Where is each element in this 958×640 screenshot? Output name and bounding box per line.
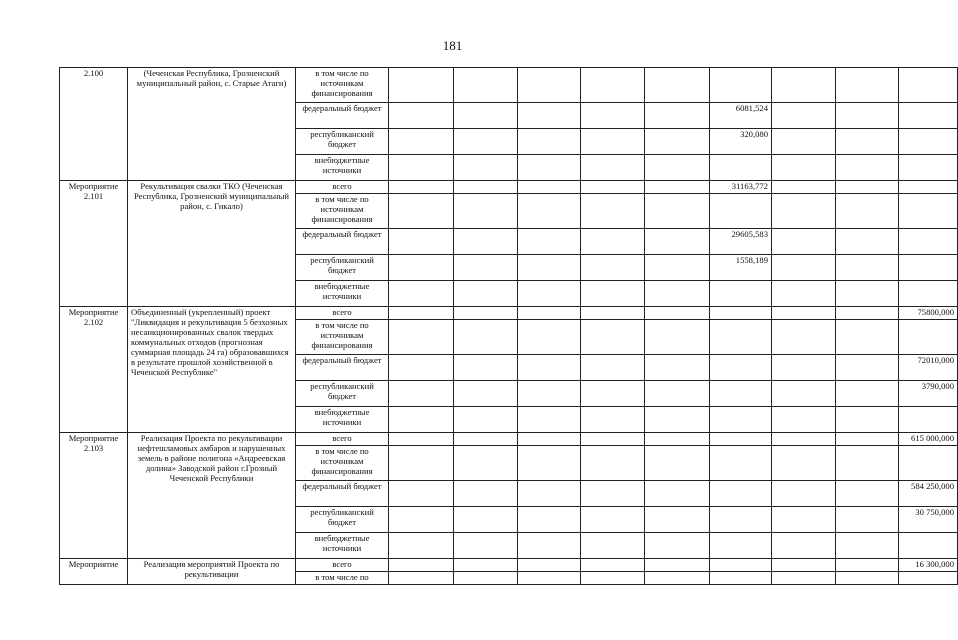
empty-cell xyxy=(518,129,581,155)
empty-cell xyxy=(454,281,518,307)
empty-cell xyxy=(581,155,645,181)
value-cell xyxy=(899,446,958,481)
empty-cell xyxy=(645,381,710,407)
empty-cell xyxy=(581,481,645,507)
empty-cell xyxy=(518,533,581,559)
empty-cell xyxy=(581,559,645,572)
funding-source: в том числе по источникам финансирования xyxy=(296,320,389,355)
table-row xyxy=(60,433,958,446)
value-cell xyxy=(710,155,772,181)
table-row xyxy=(60,181,958,194)
empty-cell xyxy=(454,229,518,255)
empty-cell xyxy=(454,307,518,320)
empty-cell xyxy=(389,320,454,355)
empty-cell xyxy=(772,433,836,446)
value-cell: 16 300,000 xyxy=(899,559,958,572)
table-row xyxy=(60,68,958,103)
empty-cell xyxy=(581,281,645,307)
measure-name: Реализация мероприятий Проекта по рекультивации xyxy=(128,559,296,585)
budget-table xyxy=(59,67,958,585)
empty-cell xyxy=(772,281,836,307)
measure-id: Мероприятие 2.103 xyxy=(60,433,128,559)
value-cell: 72010,000 xyxy=(899,355,958,381)
empty-cell xyxy=(645,129,710,155)
empty-cell xyxy=(389,281,454,307)
empty-cell xyxy=(389,446,454,481)
empty-cell xyxy=(772,446,836,481)
empty-cell xyxy=(518,381,581,407)
table-row xyxy=(60,307,958,320)
value-cell xyxy=(710,407,772,433)
empty-cell xyxy=(772,533,836,559)
empty-cell xyxy=(836,255,899,281)
empty-cell xyxy=(581,255,645,281)
empty-cell xyxy=(454,129,518,155)
funding-source: федеральный бюджет xyxy=(296,103,389,129)
empty-cell xyxy=(836,572,899,585)
value-cell xyxy=(710,507,772,533)
empty-cell xyxy=(772,103,836,129)
empty-cell xyxy=(772,155,836,181)
empty-cell xyxy=(581,433,645,446)
empty-cell xyxy=(645,155,710,181)
funding-source: в том числе по источникам финансирования xyxy=(296,446,389,481)
measure-name: Рекультивация свалки ТКО (Чеченская Республика, Грозненский муниципальный район, с. Гикало) xyxy=(128,181,296,307)
empty-cell xyxy=(389,355,454,381)
funding-source: всего xyxy=(296,433,389,446)
empty-cell xyxy=(454,255,518,281)
value-cell: 29605,583 xyxy=(710,229,772,255)
empty-cell xyxy=(772,381,836,407)
empty-cell xyxy=(581,355,645,381)
empty-cell xyxy=(454,355,518,381)
value-cell xyxy=(899,103,958,129)
empty-cell xyxy=(836,281,899,307)
value-cell xyxy=(899,129,958,155)
empty-cell xyxy=(772,481,836,507)
empty-cell xyxy=(389,181,454,194)
empty-cell xyxy=(645,559,710,572)
value-cell xyxy=(899,255,958,281)
value-cell: 1558,189 xyxy=(710,255,772,281)
funding-source: в том числе по источникам финансирования xyxy=(296,68,389,103)
funding-source: федеральный бюджет xyxy=(296,355,389,381)
empty-cell xyxy=(836,381,899,407)
empty-cell xyxy=(518,481,581,507)
page-number: 181 xyxy=(442,38,463,53)
empty-cell xyxy=(454,507,518,533)
value-cell: 6081,524 xyxy=(710,103,772,129)
empty-cell xyxy=(518,507,581,533)
value-cell xyxy=(899,181,958,194)
empty-cell xyxy=(454,181,518,194)
empty-cell xyxy=(518,281,581,307)
value-cell xyxy=(899,533,958,559)
empty-cell xyxy=(518,572,581,585)
empty-cell xyxy=(389,481,454,507)
empty-cell xyxy=(518,194,581,229)
empty-cell xyxy=(454,433,518,446)
empty-cell xyxy=(389,433,454,446)
empty-cell xyxy=(645,481,710,507)
funding-source: всего xyxy=(296,559,389,572)
measure-name: Реализация Проекта по рекультивации нефтешламовых амбаров и нарушенных земель в районе полигона «Андреевская долина» Заводской район г.Грозный Чеченской Республики xyxy=(128,433,296,559)
empty-cell xyxy=(836,129,899,155)
funding-source: федеральный бюджет xyxy=(296,481,389,507)
empty-cell xyxy=(389,68,454,103)
empty-cell xyxy=(389,194,454,229)
empty-cell xyxy=(645,507,710,533)
funding-source: республиканский бюджет xyxy=(296,507,389,533)
value-cell xyxy=(899,229,958,255)
empty-cell xyxy=(389,255,454,281)
empty-cell xyxy=(645,307,710,320)
empty-cell xyxy=(645,533,710,559)
value-cell xyxy=(899,68,958,103)
empty-cell xyxy=(454,103,518,129)
empty-cell xyxy=(518,155,581,181)
empty-cell xyxy=(836,229,899,255)
value-cell xyxy=(710,433,772,446)
funding-source: всего xyxy=(296,181,389,194)
value-cell xyxy=(710,320,772,355)
empty-cell xyxy=(645,68,710,103)
empty-cell xyxy=(645,320,710,355)
funding-source: республиканский бюджет xyxy=(296,381,389,407)
empty-cell xyxy=(581,129,645,155)
empty-cell xyxy=(518,559,581,572)
empty-cell xyxy=(454,381,518,407)
value-cell xyxy=(899,407,958,433)
empty-cell xyxy=(772,407,836,433)
funding-source: в том числе по xyxy=(296,572,389,585)
value-cell xyxy=(710,572,772,585)
empty-cell xyxy=(518,307,581,320)
value-cell xyxy=(710,307,772,320)
empty-cell xyxy=(836,559,899,572)
empty-cell xyxy=(389,307,454,320)
empty-cell xyxy=(772,229,836,255)
empty-cell xyxy=(836,194,899,229)
empty-cell xyxy=(581,381,645,407)
empty-cell xyxy=(454,407,518,433)
empty-cell xyxy=(772,194,836,229)
value-cell: 3790,000 xyxy=(899,381,958,407)
empty-cell xyxy=(645,181,710,194)
empty-cell xyxy=(581,307,645,320)
empty-cell xyxy=(389,533,454,559)
empty-cell xyxy=(836,307,899,320)
value-cell xyxy=(710,446,772,481)
funding-source: федеральный бюджет xyxy=(296,229,389,255)
value-cell: 615 000,000 xyxy=(899,433,958,446)
value-cell xyxy=(899,155,958,181)
value-cell xyxy=(899,281,958,307)
empty-cell xyxy=(454,481,518,507)
empty-cell xyxy=(454,68,518,103)
empty-cell xyxy=(836,407,899,433)
funding-source: всего xyxy=(296,307,389,320)
empty-cell xyxy=(454,446,518,481)
funding-source: в том числе по источникам финансирования xyxy=(296,194,389,229)
table-row xyxy=(60,559,958,572)
empty-cell xyxy=(836,355,899,381)
value-cell: 320,080 xyxy=(710,129,772,155)
empty-cell xyxy=(389,229,454,255)
empty-cell xyxy=(518,68,581,103)
empty-cell xyxy=(772,255,836,281)
empty-cell xyxy=(581,533,645,559)
empty-cell xyxy=(772,507,836,533)
empty-cell xyxy=(645,572,710,585)
empty-cell xyxy=(772,572,836,585)
empty-cell xyxy=(772,129,836,155)
funding-source: внебюджетные источники xyxy=(296,533,389,559)
value-cell: 584 250,000 xyxy=(899,481,958,507)
empty-cell xyxy=(581,68,645,103)
empty-cell xyxy=(645,194,710,229)
measure-id: 2.100 xyxy=(60,68,128,181)
empty-cell xyxy=(581,407,645,433)
empty-cell xyxy=(836,155,899,181)
measure-id: Мероприятие 2.102 xyxy=(60,307,128,433)
empty-cell xyxy=(518,446,581,481)
empty-cell xyxy=(645,446,710,481)
value-cell xyxy=(710,68,772,103)
value-cell xyxy=(710,194,772,229)
empty-cell xyxy=(772,68,836,103)
empty-cell xyxy=(581,229,645,255)
empty-cell xyxy=(581,446,645,481)
empty-cell xyxy=(836,68,899,103)
value-cell xyxy=(710,381,772,407)
empty-cell xyxy=(389,407,454,433)
empty-cell xyxy=(389,155,454,181)
empty-cell xyxy=(518,407,581,433)
empty-cell xyxy=(772,355,836,381)
empty-cell xyxy=(518,320,581,355)
empty-cell xyxy=(581,320,645,355)
empty-cell xyxy=(518,181,581,194)
empty-cell xyxy=(518,433,581,446)
value-cell xyxy=(710,533,772,559)
empty-cell xyxy=(836,481,899,507)
value-cell: 30 750,000 xyxy=(899,507,958,533)
empty-cell xyxy=(836,103,899,129)
value-cell xyxy=(899,572,958,585)
measure-name: Объединенный (укрепленный) проект "Ликвидация и рекультивация 5 безхозных несанкционированных свалок твердых коммунальных отходов (прогнозная суммарная площадь 24 га) образовавшихся в результате прошлой хозяйственной в Чеченской Республике" xyxy=(128,307,296,433)
empty-cell xyxy=(836,320,899,355)
empty-cell xyxy=(581,194,645,229)
empty-cell xyxy=(772,181,836,194)
value-cell: 75800,000 xyxy=(899,307,958,320)
funding-source: республиканский бюджет xyxy=(296,129,389,155)
empty-cell xyxy=(454,572,518,585)
funding-source: внебюджетные источники xyxy=(296,407,389,433)
empty-cell xyxy=(389,507,454,533)
value-cell xyxy=(710,355,772,381)
empty-cell xyxy=(389,559,454,572)
empty-cell xyxy=(389,381,454,407)
measure-id: Мероприятие xyxy=(60,559,128,585)
empty-cell xyxy=(645,229,710,255)
funding-source: внебюджетные источники xyxy=(296,281,389,307)
empty-cell xyxy=(645,255,710,281)
empty-cell xyxy=(645,355,710,381)
empty-cell xyxy=(836,446,899,481)
measure-name: (Чеченская Республика, Грозненский муниципальный район, с. Старые Атаги) xyxy=(128,68,296,181)
empty-cell xyxy=(389,103,454,129)
empty-cell xyxy=(454,559,518,572)
empty-cell xyxy=(454,155,518,181)
empty-cell xyxy=(454,194,518,229)
empty-cell xyxy=(581,103,645,129)
empty-cell xyxy=(518,255,581,281)
measure-id: Мероприятие 2.101 xyxy=(60,181,128,307)
funding-source: республиканский бюджет xyxy=(296,255,389,281)
empty-cell xyxy=(454,533,518,559)
empty-cell xyxy=(836,181,899,194)
empty-cell xyxy=(772,307,836,320)
value-cell xyxy=(710,559,772,572)
empty-cell xyxy=(389,129,454,155)
empty-cell xyxy=(772,559,836,572)
empty-cell xyxy=(645,407,710,433)
empty-cell xyxy=(836,533,899,559)
empty-cell xyxy=(581,572,645,585)
empty-cell xyxy=(645,433,710,446)
empty-cell xyxy=(645,281,710,307)
empty-cell xyxy=(836,507,899,533)
empty-cell xyxy=(772,320,836,355)
empty-cell xyxy=(836,433,899,446)
value-cell xyxy=(710,281,772,307)
value-cell xyxy=(899,320,958,355)
empty-cell xyxy=(389,572,454,585)
value-cell: 31163,772 xyxy=(710,181,772,194)
empty-cell xyxy=(645,103,710,129)
empty-cell xyxy=(581,507,645,533)
empty-cell xyxy=(518,229,581,255)
value-cell xyxy=(710,481,772,507)
empty-cell xyxy=(518,103,581,129)
value-cell xyxy=(899,194,958,229)
funding-source: внебюджетные источники xyxy=(296,155,389,181)
empty-cell xyxy=(581,181,645,194)
empty-cell xyxy=(454,320,518,355)
empty-cell xyxy=(518,355,581,381)
